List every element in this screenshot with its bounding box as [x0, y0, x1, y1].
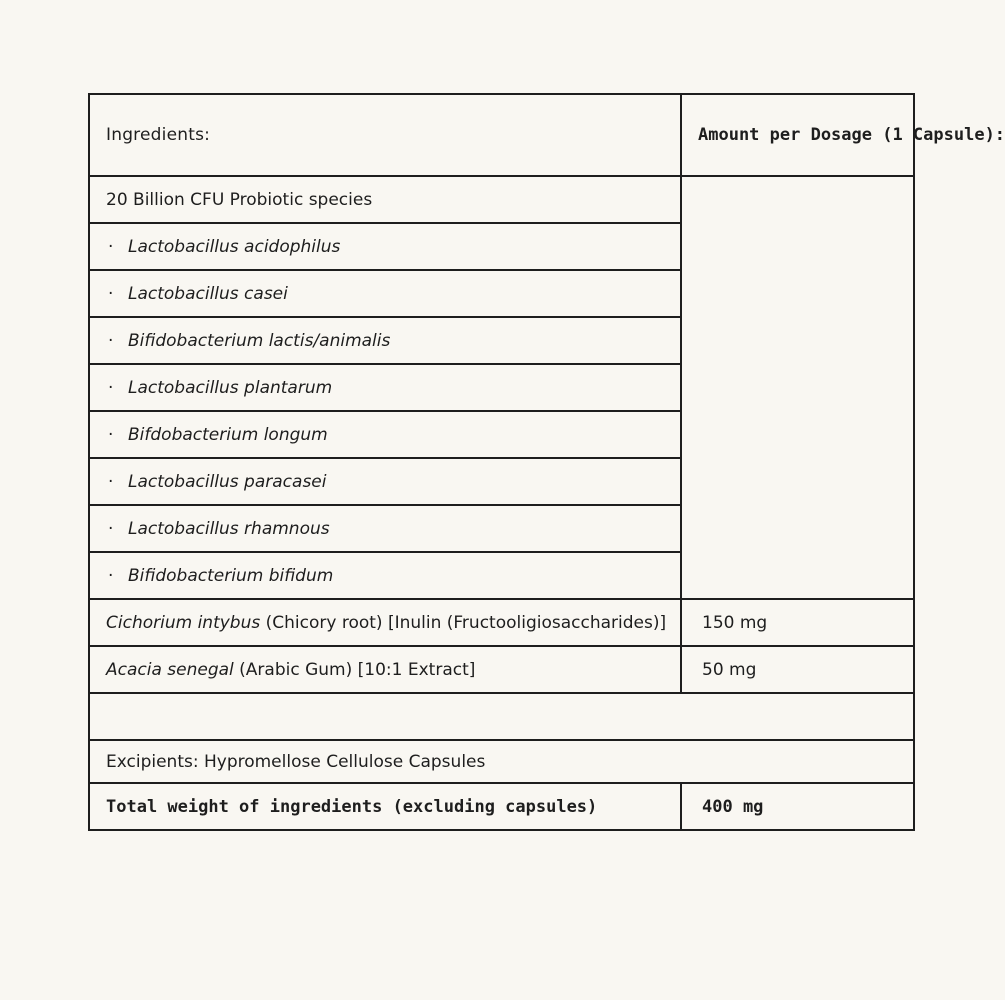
table-header-row	[89, 94, 914, 176]
excipients-row	[89, 740, 914, 783]
probiotic-group-label: 20 Billion CFU Probiotic species	[89, 176, 681, 223]
species-cell	[89, 552, 681, 599]
amount-header: Amount per Dosage (1 Capsule):	[681, 94, 914, 176]
species-name: Bifidobacterium bifidum	[128, 565, 334, 586]
table-row	[89, 599, 914, 646]
ingredient-description: (Chicory root) [Inulin (Fructooligiosaccharides)]	[260, 612, 667, 633]
species-name: Lactobacillus plantarum	[128, 377, 333, 398]
excipients-text: Excipients: Hypromellose Cellulose Capsules	[89, 740, 914, 783]
species-cell	[89, 317, 681, 364]
ingredients-header: Ingredients:	[89, 94, 681, 176]
species-cell	[89, 223, 681, 270]
empty-row	[89, 693, 914, 740]
table-row	[89, 646, 914, 693]
latin-name: Cichorium intybus	[106, 612, 261, 633]
bullet: ·	[108, 471, 114, 492]
total-row	[89, 783, 914, 830]
ingredient-cell	[89, 646, 681, 693]
species-name: Lactobacillus paracasei	[128, 471, 327, 492]
species-name: Bifdobacterium longum	[128, 424, 328, 445]
ingredient-amount: 150 mg	[681, 599, 914, 646]
bullet: ·	[108, 377, 114, 398]
species-name: Lactobacillus acidophilus	[128, 236, 341, 257]
species-name: Bifidobacterium lactis/animalis	[128, 330, 391, 351]
ingredient-amount: 50 mg	[681, 646, 914, 693]
bullet: ·	[108, 283, 114, 304]
total-label: Total weight of ingredients (excluding capsules)	[89, 783, 681, 830]
empty-cell	[89, 693, 914, 740]
latin-name: Acacia senegal	[106, 659, 234, 680]
bullet: ·	[108, 518, 114, 539]
species-cell	[89, 458, 681, 505]
bullet: ·	[108, 236, 114, 257]
bullet: ·	[108, 424, 114, 445]
bullet: ·	[108, 330, 114, 351]
probiotic-amount-cell	[681, 176, 914, 599]
species-cell	[89, 364, 681, 411]
ingredients-table	[88, 93, 1005, 831]
total-amount: 400 mg	[681, 783, 914, 830]
table-row	[89, 176, 914, 223]
species-cell	[89, 270, 681, 317]
species-cell	[89, 505, 681, 552]
species-cell	[89, 411, 681, 458]
bullet: ·	[108, 565, 114, 586]
species-name: Lactobacillus casei	[128, 283, 288, 304]
ingredient-cell	[89, 599, 681, 646]
ingredient-description: (Arabic Gum) [10:1 Extract]	[233, 659, 476, 680]
species-name: Lactobacillus rhamnous	[128, 518, 330, 539]
